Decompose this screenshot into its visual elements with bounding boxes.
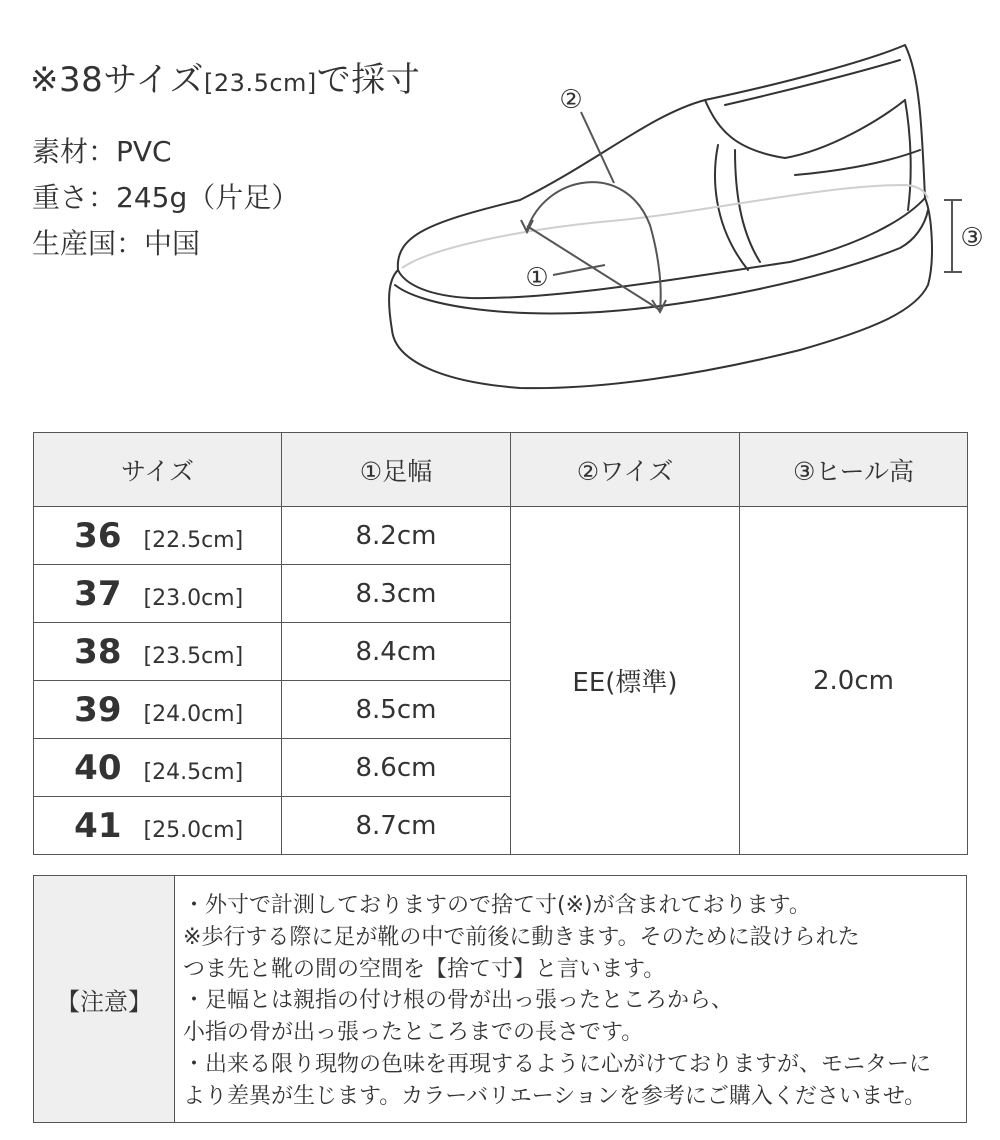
- caution-box: [33, 875, 967, 1123]
- foot-width-cell: 8.6cm: [282, 739, 511, 797]
- foot-width-cell: 8.4cm: [282, 623, 511, 681]
- spec-weight: 重さ：245g（片足）: [32, 181, 300, 214]
- size-table-header: [34, 433, 968, 507]
- shoe-elastic-mid: [735, 150, 760, 262]
- header-wise: ②ワイズ: [511, 433, 740, 507]
- size-cell: [34, 507, 282, 565]
- spec-material: 素材：PVC: [32, 135, 172, 168]
- foot-width-cell: 8.7cm: [282, 797, 511, 855]
- foot-width-cell: 8.5cm: [282, 681, 511, 739]
- size-cell: [34, 739, 282, 797]
- heel-height-label: ③: [960, 223, 984, 253]
- shoe-diagram: [380, 30, 1000, 400]
- shoe-outline: [398, 45, 925, 298]
- header-foot-width: ①足幅: [282, 433, 511, 507]
- size-cell: [34, 797, 282, 855]
- wise-value: EE(標準): [511, 507, 740, 855]
- caution-line: 小指の骨が出っ張ったところまでの長さです。: [183, 1020, 644, 1046]
- size-cell: [34, 565, 282, 623]
- header-heel-height: ③ヒール高: [740, 433, 968, 507]
- shoe-collar-inner: [725, 60, 900, 105]
- measurement-note: [30, 52, 420, 101]
- foot-width-cell: 8.3cm: [282, 565, 511, 623]
- size-cm: [24.0cm]: [143, 701, 244, 727]
- caution-line: つま先と靴の間の空間を【捨て寸】と言います。: [183, 956, 666, 982]
- caution-line: より差異が生じます。カラーバリエーションを参考にご購入くださいませ。: [183, 1083, 927, 1109]
- size-cm: [23.5cm]: [143, 643, 244, 669]
- caution-line: ・足幅とは親指の付け根の骨が出っ張ったところから、: [183, 988, 734, 1014]
- foot-width-cell: 8.2cm: [282, 507, 511, 565]
- measurement-suffix: で採寸: [316, 60, 421, 100]
- caution-line: ・外寸で計測しておりますので捨て寸(※)が含まれております。: [183, 893, 811, 918]
- size-table: [33, 432, 968, 855]
- size-number: 40: [74, 747, 122, 788]
- caution-title: 【注意】: [34, 876, 175, 1122]
- caution-line: ※歩行する際に足が靴の中で前後に動きます。そのために設けられた: [183, 924, 860, 950]
- size-cm: [24.5cm]: [143, 759, 244, 785]
- measurement-size-cm: [23.5cm]: [204, 69, 317, 97]
- shoe-elastic-panel: [715, 145, 748, 270]
- size-number: 39: [74, 689, 122, 730]
- header-size: サイズ: [34, 433, 282, 507]
- heel-height-value: 2.0cm: [740, 507, 968, 855]
- size-cm: [22.5cm]: [143, 527, 244, 553]
- spec-origin: 生産国：中国: [32, 227, 201, 260]
- shoe-inner-curve: [402, 185, 928, 268]
- table-row: [34, 507, 968, 565]
- caution-line: ・出来る限り現物の色味を再現するように心がけておりますが、モニターに: [183, 1051, 932, 1077]
- size-cm: [25.0cm]: [143, 817, 244, 843]
- size-number: 41: [74, 805, 122, 846]
- shoe-heel-panel: [795, 150, 920, 175]
- shoe-collar: [785, 100, 905, 158]
- size-number: 38: [74, 631, 122, 672]
- wise-label: ②: [559, 85, 583, 115]
- size-cm: [23.0cm]: [143, 585, 244, 611]
- size-number: 36: [74, 515, 122, 556]
- caution-body: [175, 876, 966, 1122]
- size-cell: [34, 623, 282, 681]
- size-number: 37: [74, 573, 122, 614]
- size-cell: [34, 681, 282, 739]
- measurement-prefix: ※38サイズ: [30, 60, 205, 100]
- foot-width-label: ①: [525, 263, 549, 293]
